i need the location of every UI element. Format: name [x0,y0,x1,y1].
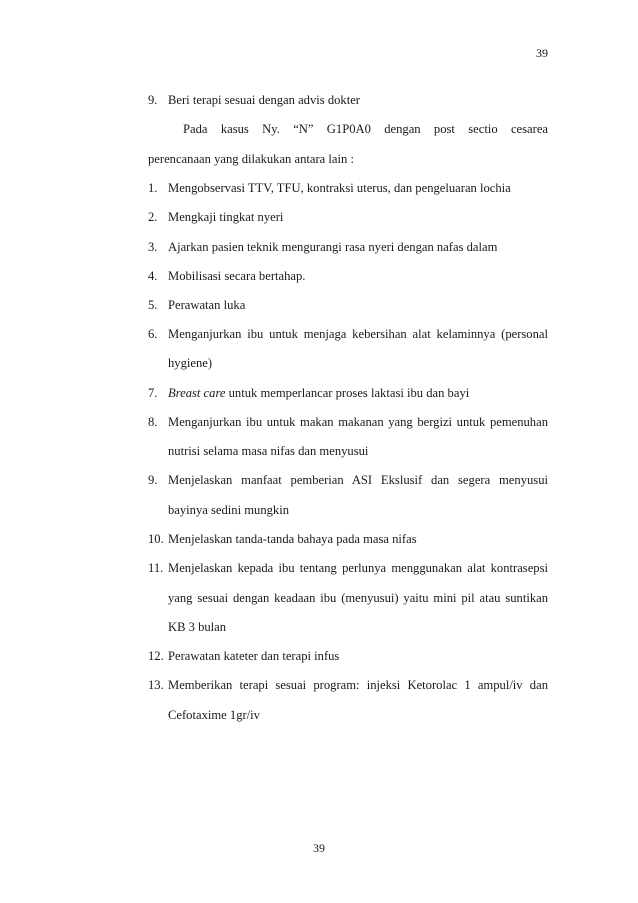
list-item-number: 3. [148,240,158,254]
list-item-number: 1. [148,181,158,195]
list-item-number: 9. [148,473,158,487]
list-item-text-rest: untuk memperlancar proses laktasi ibu dan bayi [225,386,470,400]
page-number-bottom: 39 [313,841,325,855]
list-item-text: Perawatan luka [168,298,246,312]
list-item-text: Menjelaskan kepada ibu tentang perlunya menggunakan alat kontrasepsi [168,561,548,575]
list-item-number: 2. [148,210,158,224]
paragraph-line-2: perencanaan yang dilakukan antara lain : [148,152,354,166]
list-item-number: 7. [148,386,158,400]
list-item-text: Menjelaskan manfaat pemberian ASI Ekslusif dan segera menyusui [168,473,548,487]
list-item-text: Mengobservasi TTV, TFU, kontraksi uterus, dan pengeluaran lochia [168,181,511,195]
list-item-text [168,385,469,401]
list-item-text-continued: bayinya sedini mungkin [168,503,290,517]
list-item-text: Ajarkan pasien teknik mengurangi rasa nyeri dengan nafas dalam [168,240,498,254]
list-item-number: 5. [148,298,158,312]
list-item-number: 4. [148,269,158,283]
page-number-top: 39 [536,46,548,60]
list-item-text: Beri terapi sesuai dengan advis dokter [168,93,360,107]
list-item-text: Menganjurkan ibu untuk makan makanan yang bergizi untuk pemenuhan [168,415,548,429]
list-item-number: 8. [148,415,158,429]
list-item-text: Memberikan terapi sesuai program: injeksi Ketorolac 1 ampul/iv dan [168,678,548,692]
list-item-text-continued: yang sesuai dengan keadaan ibu (menyusui) yaitu mini pil atau suntikan [168,591,548,605]
list-item-text: Menganjurkan ibu untuk menjaga kebersihan alat kelaminnya (personal [168,327,548,341]
list-item-text-continued: nutrisi selama masa nifas dan menyusui [168,444,369,458]
italic-term: Breast care [168,386,226,400]
list-item-number: 9. [148,93,158,107]
list-item-number: 6. [148,327,158,341]
list-item-text: Mengkaji tingkat nyeri [168,210,284,224]
list-item-text-continued: Cefotaxime 1gr/iv [168,708,260,722]
list-item-text: Mobilisasi secara bertahap. [168,269,306,283]
list-item-text: Perawatan kateter dan terapi infus [168,649,340,663]
list-item-text: Menjelaskan tanda-tanda bahaya pada masa nifas [168,532,417,546]
paragraph-line-1: Pada kasus Ny. “N” G1P0A0 dengan post sectio cesarea [183,122,548,136]
list-item-number: 13. [148,678,164,692]
list-item-text-continued: KB 3 bulan [168,620,227,634]
list-item-number: 10. [148,532,164,546]
list-item-number: 12. [148,649,164,663]
list-item-number: 11. [148,561,164,575]
list-item-text-continued: hygiene) [168,356,213,370]
